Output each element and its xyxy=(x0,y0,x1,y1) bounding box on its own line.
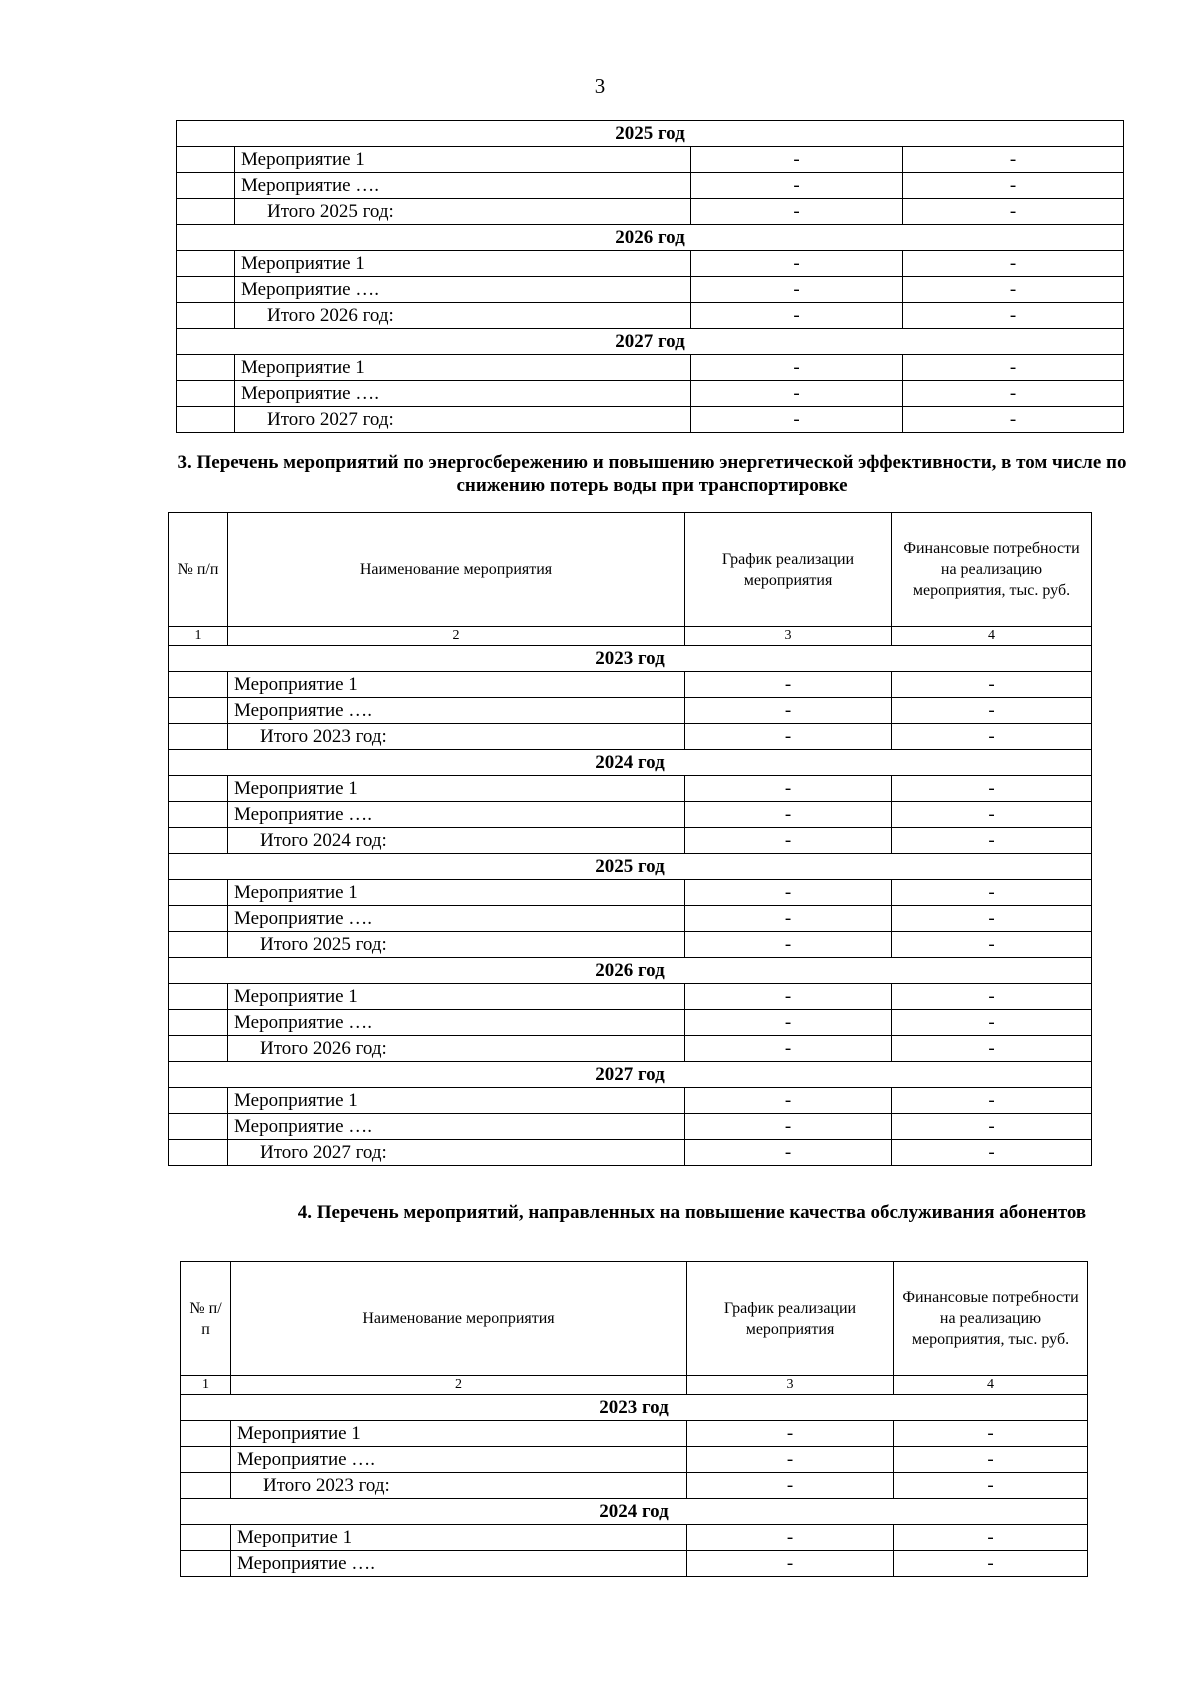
total-label: Итого 2024 год: xyxy=(228,828,685,854)
column-number: 4 xyxy=(894,1376,1088,1395)
column-number: 4 xyxy=(892,627,1092,646)
total-label: Итого 2025 год: xyxy=(235,199,691,225)
activity-name: Мероприятие …. xyxy=(228,1114,685,1140)
service-quality-activities-table xyxy=(180,1261,1088,1577)
activity-schedule: - xyxy=(685,1088,892,1114)
section-4-title: 4. Перечень мероприятий, направленных на повышение качества обслуживания абонентов xyxy=(297,1202,1087,1223)
activity-schedule: - xyxy=(685,906,892,932)
total-finance: - xyxy=(892,724,1092,750)
row-number-cell xyxy=(177,147,235,173)
row-number-cell xyxy=(177,173,235,199)
row-number-cell xyxy=(169,698,228,724)
activity-schedule: - xyxy=(685,802,892,828)
row-number-cell xyxy=(169,802,228,828)
total-label: Итого 2026 год: xyxy=(228,1036,685,1062)
year-label: 2026 год xyxy=(177,225,1124,251)
year-label: 2024 год xyxy=(169,750,1092,776)
total-row xyxy=(169,828,1092,854)
activity-row xyxy=(181,1447,1088,1473)
activity-row xyxy=(169,1114,1092,1140)
activity-finance: - xyxy=(903,355,1124,381)
activity-row xyxy=(177,277,1124,303)
column-number-row xyxy=(169,627,1092,646)
activity-schedule: - xyxy=(687,1421,894,1447)
total-finance: - xyxy=(892,1140,1092,1166)
year-row xyxy=(177,121,1124,147)
activity-row xyxy=(169,698,1092,724)
total-schedule: - xyxy=(685,724,892,750)
activity-schedule: - xyxy=(691,173,903,199)
total-schedule: - xyxy=(691,407,903,433)
column-number: 3 xyxy=(687,1376,894,1395)
activity-row xyxy=(181,1551,1088,1577)
header-num: № п/п xyxy=(169,513,228,627)
activity-name: Мероприятие 1 xyxy=(235,355,691,381)
header-row xyxy=(169,513,1092,627)
activity-finance: - xyxy=(892,880,1092,906)
total-schedule: - xyxy=(685,828,892,854)
header-row xyxy=(181,1262,1088,1376)
column-number: 1 xyxy=(181,1376,231,1395)
activity-name: Мероприятие …. xyxy=(235,381,691,407)
year-row xyxy=(177,329,1124,355)
year-label: 2025 год xyxy=(177,121,1124,147)
activity-finance: - xyxy=(892,1088,1092,1114)
row-number-cell xyxy=(177,355,235,381)
total-row xyxy=(177,199,1124,225)
activity-name: Мероприятие …. xyxy=(228,906,685,932)
row-number-cell xyxy=(177,251,235,277)
activity-finance: - xyxy=(903,147,1124,173)
column-number-row xyxy=(181,1376,1088,1395)
activity-row xyxy=(177,381,1124,407)
activity-name: Мероприятие …. xyxy=(235,277,691,303)
total-row xyxy=(169,1036,1092,1062)
activity-row xyxy=(169,1088,1092,1114)
activity-name: Мероприятие 1 xyxy=(228,880,685,906)
activity-row xyxy=(177,147,1124,173)
total-finance: - xyxy=(894,1473,1088,1499)
row-number-cell xyxy=(181,1473,231,1499)
activity-row xyxy=(177,251,1124,277)
total-schedule: - xyxy=(685,932,892,958)
row-number-cell xyxy=(169,672,228,698)
year-row xyxy=(169,854,1092,880)
column-number: 2 xyxy=(231,1376,687,1395)
year-row xyxy=(169,1062,1092,1088)
year-row xyxy=(181,1395,1088,1421)
activity-name: Мероприятие …. xyxy=(231,1551,687,1577)
row-number-cell xyxy=(181,1447,231,1473)
activity-finance: - xyxy=(903,381,1124,407)
year-row xyxy=(177,225,1124,251)
activity-name: Мероприятие 1 xyxy=(228,1088,685,1114)
activities-table-continued xyxy=(176,120,1124,433)
header-name: Наименование мероприятия xyxy=(231,1262,687,1376)
row-number-cell xyxy=(169,1010,228,1036)
activity-name: Мероприятие 1 xyxy=(228,776,685,802)
activity-row xyxy=(169,776,1092,802)
section-3-title: 3. Перечень мероприятий по энергосбережению и повышению энергетической эффективности, в том числе по снижению потерь воды при транспортировке xyxy=(177,452,1127,496)
column-number: 2 xyxy=(228,627,685,646)
activity-name: Меропритие 1 xyxy=(231,1525,687,1551)
row-number-cell xyxy=(169,880,228,906)
total-row xyxy=(169,724,1092,750)
total-schedule: - xyxy=(687,1473,894,1499)
activity-schedule: - xyxy=(691,147,903,173)
activity-row xyxy=(181,1525,1088,1551)
activity-schedule: - xyxy=(685,1010,892,1036)
activity-row xyxy=(169,880,1092,906)
activity-schedule: - xyxy=(685,880,892,906)
total-schedule: - xyxy=(691,199,903,225)
header-name: Наименование мероприятия xyxy=(228,513,685,627)
row-number-cell xyxy=(177,303,235,329)
year-label: 2025 год xyxy=(169,854,1092,880)
activity-finance: - xyxy=(894,1421,1088,1447)
activity-name: Мероприятие …. xyxy=(228,698,685,724)
year-row xyxy=(169,958,1092,984)
activity-finance: - xyxy=(894,1551,1088,1577)
total-label: Итого 2026 год: xyxy=(235,303,691,329)
header-schedule: График реализации мероприятия xyxy=(687,1262,894,1376)
activity-finance: - xyxy=(892,1010,1092,1036)
activity-name: Мероприятие 1 xyxy=(228,984,685,1010)
activity-row xyxy=(177,355,1124,381)
activity-row xyxy=(169,1010,1092,1036)
activity-finance: - xyxy=(894,1525,1088,1551)
activity-row xyxy=(177,173,1124,199)
activity-name: Мероприятие 1 xyxy=(231,1421,687,1447)
activity-finance: - xyxy=(892,1114,1092,1140)
activity-name: Мероприятие …. xyxy=(235,173,691,199)
year-row xyxy=(169,646,1092,672)
total-row xyxy=(169,1140,1092,1166)
row-number-cell xyxy=(177,199,235,225)
total-finance: - xyxy=(903,303,1124,329)
total-row xyxy=(177,407,1124,433)
total-finance: - xyxy=(892,828,1092,854)
activity-row xyxy=(169,802,1092,828)
column-number: 3 xyxy=(685,627,892,646)
row-number-cell xyxy=(169,984,228,1010)
row-number-cell xyxy=(169,1036,228,1062)
activity-schedule: - xyxy=(685,776,892,802)
total-schedule: - xyxy=(691,303,903,329)
activity-finance: - xyxy=(892,776,1092,802)
year-label: 2026 год xyxy=(169,958,1092,984)
row-number-cell xyxy=(169,1140,228,1166)
year-label: 2027 год xyxy=(177,329,1124,355)
row-number-cell xyxy=(169,1114,228,1140)
activity-finance: - xyxy=(903,251,1124,277)
activity-finance: - xyxy=(892,802,1092,828)
total-row xyxy=(181,1473,1088,1499)
activity-finance: - xyxy=(903,173,1124,199)
activity-finance: - xyxy=(903,277,1124,303)
total-schedule: - xyxy=(685,1140,892,1166)
activity-schedule: - xyxy=(687,1551,894,1577)
page-number: 3 xyxy=(594,74,606,98)
total-row xyxy=(177,303,1124,329)
activity-name: Мероприятие …. xyxy=(228,802,685,828)
row-number-cell xyxy=(169,932,228,958)
total-label: Итого 2023 год: xyxy=(231,1473,687,1499)
row-number-cell xyxy=(177,277,235,303)
row-number-cell xyxy=(169,906,228,932)
total-finance: - xyxy=(892,932,1092,958)
activity-row xyxy=(169,984,1092,1010)
column-number: 1 xyxy=(169,627,228,646)
year-label: 2023 год xyxy=(169,646,1092,672)
activity-schedule: - xyxy=(685,698,892,724)
activity-schedule: - xyxy=(691,381,903,407)
header-finance: Финансовые потребности на реализацию мероприятия, тыс. руб. xyxy=(894,1262,1088,1376)
activity-schedule: - xyxy=(685,672,892,698)
activity-row xyxy=(169,672,1092,698)
activity-finance: - xyxy=(892,672,1092,698)
year-label: 2024 год xyxy=(181,1499,1088,1525)
year-row xyxy=(169,750,1092,776)
row-number-cell xyxy=(181,1551,231,1577)
total-label: Итого 2027 год: xyxy=(235,407,691,433)
year-row xyxy=(181,1499,1088,1525)
row-number-cell xyxy=(181,1525,231,1551)
activity-row xyxy=(169,906,1092,932)
activity-schedule: - xyxy=(685,984,892,1010)
activity-schedule: - xyxy=(691,277,903,303)
activity-finance: - xyxy=(892,906,1092,932)
activity-finance: - xyxy=(894,1447,1088,1473)
row-number-cell xyxy=(169,724,228,750)
row-number-cell xyxy=(181,1421,231,1447)
activity-schedule: - xyxy=(687,1525,894,1551)
activity-row xyxy=(181,1421,1088,1447)
activity-finance: - xyxy=(892,698,1092,724)
header-finance: Финансовые потребности на реализацию мероприятия, тыс. руб. xyxy=(892,513,1092,627)
row-number-cell xyxy=(169,1088,228,1114)
total-label: Итого 2027 год: xyxy=(228,1140,685,1166)
total-row xyxy=(169,932,1092,958)
header-schedule: График реализации мероприятия xyxy=(685,513,892,627)
activity-name: Мероприятие …. xyxy=(228,1010,685,1036)
total-finance: - xyxy=(892,1036,1092,1062)
activity-schedule: - xyxy=(691,251,903,277)
activity-finance: - xyxy=(892,984,1092,1010)
activity-schedule: - xyxy=(687,1447,894,1473)
total-finance: - xyxy=(903,199,1124,225)
year-label: 2023 год xyxy=(181,1395,1088,1421)
activity-name: Мероприятие 1 xyxy=(228,672,685,698)
activity-schedule: - xyxy=(691,355,903,381)
row-number-cell xyxy=(169,776,228,802)
activity-name: Мероприятие 1 xyxy=(235,251,691,277)
total-finance: - xyxy=(903,407,1124,433)
energy-saving-activities-table xyxy=(168,512,1092,1166)
header-num: № п/п xyxy=(181,1262,231,1376)
row-number-cell xyxy=(177,407,235,433)
activity-name: Мероприятие 1 xyxy=(235,147,691,173)
row-number-cell xyxy=(177,381,235,407)
row-number-cell xyxy=(169,828,228,854)
total-schedule: - xyxy=(685,1036,892,1062)
activity-name: Мероприятие …. xyxy=(231,1447,687,1473)
total-label: Итого 2023 год: xyxy=(228,724,685,750)
activity-schedule: - xyxy=(685,1114,892,1140)
total-label: Итого 2025 год: xyxy=(228,932,685,958)
year-label: 2027 год xyxy=(169,1062,1092,1088)
